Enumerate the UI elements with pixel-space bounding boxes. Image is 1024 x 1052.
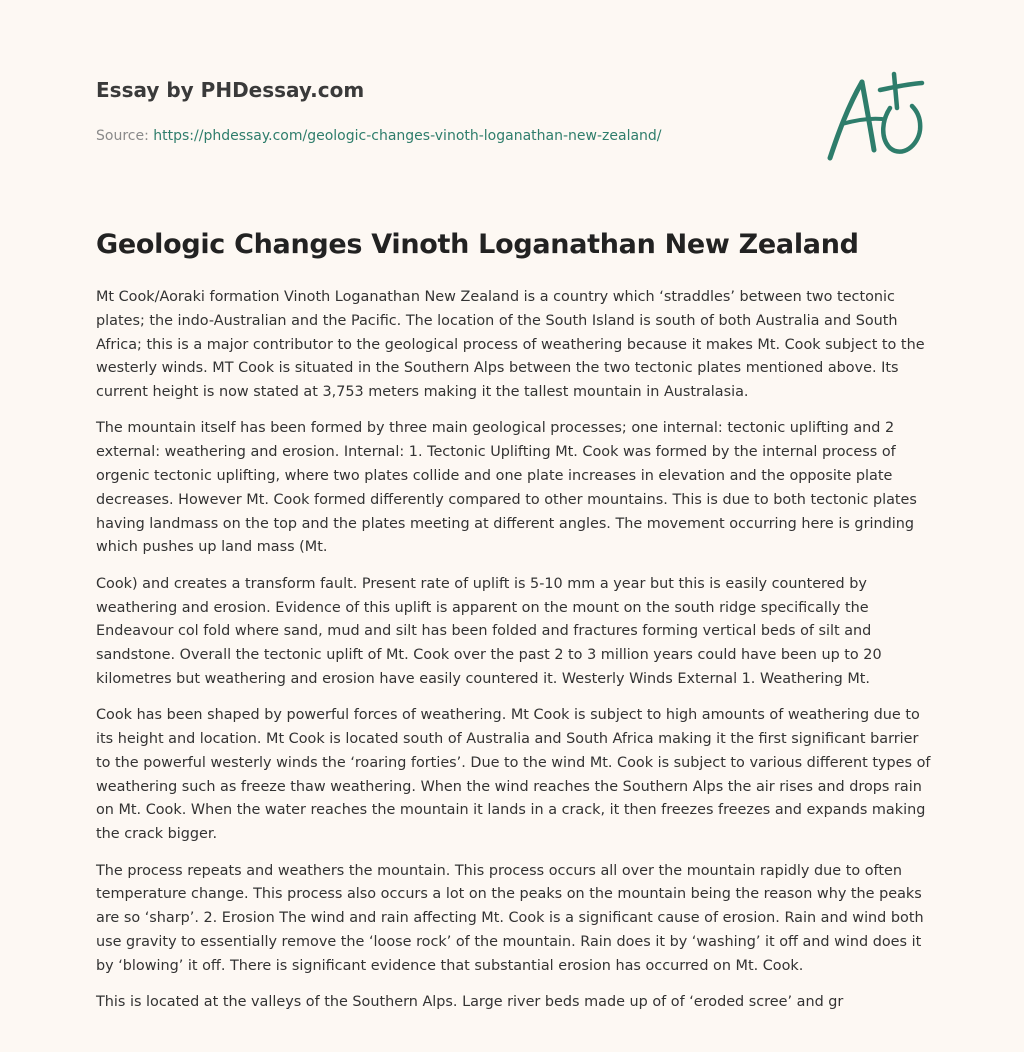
- article-paragraph-4: Cook has been shaped by powerful forces of weathering. Mt Cook is subject to high amounts of weathering due to its height and location. Mt Cook is located south of Australia and South Africa making it the first significant barrier to the powerful westerly winds the ‘roaring forties’. Due to the wind Mt. Cook is subject to various different types of weathering such as freeze thaw weathering. When the wind reaches the Southern Alps the air rises and drops rain on Mt. Cook. When the water reaches the mountain it lands in a crack, it then freezes freezes and expands making the crack bigger.: [96, 707, 931, 843]
- article-paragraph-1: Mt Cook/Aoraki formation Vinoth Loganathan New Zealand is a country which ‘straddles’ between two tectonic plates; the indo-Australian and the Pacific. The location of the South Island is south of both Australia and South Africa; this is a major contributor to the geological process of weathering because it makes Mt. Cook subject to the westerly winds. MT Cook is situated in the Southern Alps between the two tectonic plates mentioned above. Its current height is now stated at 3,753 meters making it the tallest mountain in Australasia.: [96, 289, 925, 401]
- article-paragraph-6: This is located at the valleys of the Southern Alps. Large river beds made up of of ‘eroded scree’ and gr: [96, 994, 844, 1011]
- article-paragraph-3: Cook) and creates a transform fault. Present rate of uplift is 5-10 mm a year but this is easily countered by weathering and erosion. Evidence of this uplift is apparent on the mount on the south ridge specifically the Endeavour col fold where sand, mud and silt has been folded and fractures forming vertical beds of silt and sandstone. Overall the tectonic uplift of Mt. Cook over the past 2 to 3 million years could have been up to 20 kilometres but weathering and erosion have easily countered it. Westerly Winds External 1. Weathering Mt.: [96, 575, 882, 687]
- page-header: [96, 76, 796, 146]
- source-label: Source:: [96, 128, 149, 144]
- a-plus-logo-icon: [822, 68, 930, 164]
- site-title: Essay by PHDessay.com: [96, 78, 365, 102]
- source-line: [96, 126, 796, 146]
- article-paragraph-5: The process repeats and weathers the mountain. This process occurs all over the mountain rapidly due to often temperature change. This process also occurs a lot on the peaks on the mountain being the reason why the peaks are so ‘sharp’. 2. Erosion The wind and rain affecting Mt. Cook is a significant cause of erosion. Rain and wind both use gravity to essentially remove the ‘loose rock’ of the mountain. Rain does it by ‘washing’ it off and wind does it by ‘blowing’ it off. There is significant evidence that substantial erosion has occurred on Mt. Cook.: [96, 862, 924, 974]
- article: [96, 226, 932, 1027]
- article-paragraph-2: The mountain itself has been formed by three main geological processes; one internal: tectonic uplifting and 2 external: weathering and erosion. Internal: 1. Tectonic Uplifting Mt. Cook was formed by the internal process of orgenic tectonic uplifting, where two plates collide and one plate increases in elevation and the opposite plate decreases. However Mt. Cook formed differently compared to other mountains. This is due to both tectonic plates having landmass on the top and the plates meeting at different angles. The movement occurring here is grinding which pushes up land mass (Mt.: [96, 420, 917, 556]
- article-title: Geologic Changes Vinoth Loganathan New Zealand: [96, 229, 859, 260]
- source-link[interactable]: https://phdessay.com/geologic-changes-vinoth-loganathan-new-zealand/: [153, 128, 662, 144]
